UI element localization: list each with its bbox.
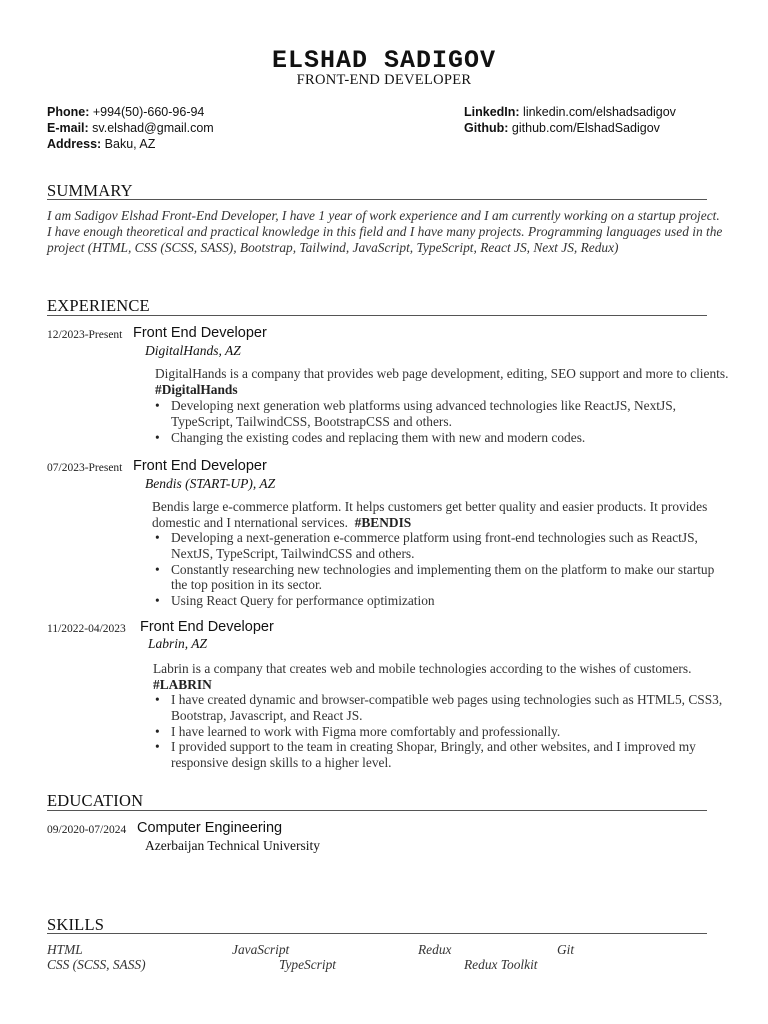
job-tag: #BENDIS — [354, 514, 412, 530]
list-item: • Developing next generation web platforms using advanced technologies like ReactJS, NextJS, TypeScript, TailwindCSS, BootstrapCSS and others. — [153, 398, 733, 430]
contact-left — [47, 104, 214, 152]
job-company: DigitalHands, AZ — [145, 343, 241, 358]
job-description — [155, 366, 730, 398]
contact-right — [464, 104, 676, 136]
summary-heading: SUMMARY — [47, 181, 133, 200]
github-label: Github: — [464, 121, 509, 135]
job-company: Labrin, AZ — [148, 636, 208, 651]
job-bullets — [153, 530, 733, 609]
list-item: • I have learned to work with Figma more comfortably and professionally. — [153, 724, 733, 740]
address-label: Address: — [47, 137, 102, 151]
job-tag: #LABRIN — [153, 676, 212, 692]
address-value: Baku, AZ — [104, 137, 156, 151]
job-title: Front End Developer — [133, 458, 267, 474]
email-value[interactable]: sv.elshad@gmail.com — [92, 121, 214, 135]
job-description-text: Labrin is a company that creates web and mobile technologies according to the wishes of customers. — [153, 661, 692, 676]
job-title: Front End Developer — [140, 619, 274, 635]
summary-divider — [47, 199, 707, 200]
skills-divider — [47, 933, 707, 934]
education-divider — [47, 810, 707, 811]
job-bullets — [153, 398, 733, 445]
skill-item: TypeScript — [279, 957, 337, 972]
phone-value: +994(50)-660-96-94 — [92, 105, 205, 119]
resume-name: ELSHAD SADIGOV — [271, 46, 497, 75]
job-bullets — [153, 692, 733, 771]
list-item: • Developing a next-generation e-commerce platform using front-end technologies such as ReactJS, NextJS, TypeScript, TailwindCSS and others. — [153, 530, 733, 562]
linkedin-label: LinkedIn: — [464, 105, 520, 119]
job-tag: #DigitalHands — [155, 381, 238, 397]
job-description — [153, 661, 693, 693]
job-company: Bendis (START-UP), AZ — [145, 476, 276, 491]
phone-label: Phone: — [47, 105, 90, 119]
experience-heading: EXPERIENCE — [47, 296, 150, 315]
list-item: • Using React Query for performance optimization — [153, 593, 733, 609]
job-description-text: DigitalHands is a company that provides web page development, editing, SEO support and more to clients. — [155, 366, 729, 381]
list-item: • I provided support to the team in creating Shopar, Bringly, and other websites, and I improved my responsive design skills to a higher level. — [153, 739, 733, 771]
contact-address — [47, 136, 214, 152]
education-date: 09/2020-07/2024 — [47, 824, 127, 836]
contact-github — [464, 120, 676, 136]
job-date: 07/2023-Present — [47, 462, 123, 474]
list-item: • Constantly researching new technologies and implementing them on the platform to make our startup the top position in its sector. — [153, 562, 733, 594]
skill-item: Redux Toolkit — [464, 957, 538, 972]
skill-item: CSS (SCSS, SASS) — [47, 957, 146, 972]
skill-item: HTML — [47, 942, 83, 957]
github-link[interactable]: github.com/ElshadSadigov — [511, 121, 660, 135]
email-label: E-mail: — [47, 121, 89, 135]
summary-text: I am Sadigov Elshad Front-End Developer, I have 1 year of work experience and I am currently working on a startup project. I have enough theoretical and practical knowledge in this field and I have many projects. Programming languages used in the project (HTML, CSS (SCSS, SASS), Bootstrap, Tailwind, JavaScript, TypeScript, React JS, Next JS, Redux) — [47, 208, 723, 255]
linkedin-link[interactable]: linkedin.com/elshadsadigov — [523, 105, 676, 119]
list-item: • Changing the existing codes and replacing them with new and modern codes. — [153, 430, 733, 446]
contact-phone — [47, 104, 214, 120]
experience-divider — [47, 315, 707, 316]
education-heading: EDUCATION — [47, 791, 144, 810]
contact-email — [47, 120, 214, 136]
list-item: • I have created dynamic and browser-compatible web pages using technologies such as HTML5, CSS3, Bootstrap, Javascript, and React JS. — [153, 692, 733, 724]
job-description-text: Bendis large e-commerce platform. It helps customers get better quality and easier products. It provides domestic and I nternational services. — [152, 499, 708, 530]
job-date: 12/2023-Present — [47, 329, 123, 341]
job-description — [152, 499, 717, 531]
job-title: Front End Developer — [133, 325, 267, 341]
skills-heading: SKILLS — [47, 915, 105, 934]
education-degree: Computer Engineering — [137, 820, 283, 836]
education-school: Azerbaijan Technical University — [145, 838, 320, 853]
resume-role: FRONT-END DEVELOPER — [296, 72, 472, 88]
skill-item: JavaScript — [232, 942, 290, 957]
contact-linkedin — [464, 104, 676, 120]
skill-item: Git — [557, 942, 575, 957]
skill-item: Redux — [418, 942, 452, 957]
job-date: 11/2022-04/2023 — [47, 623, 126, 635]
